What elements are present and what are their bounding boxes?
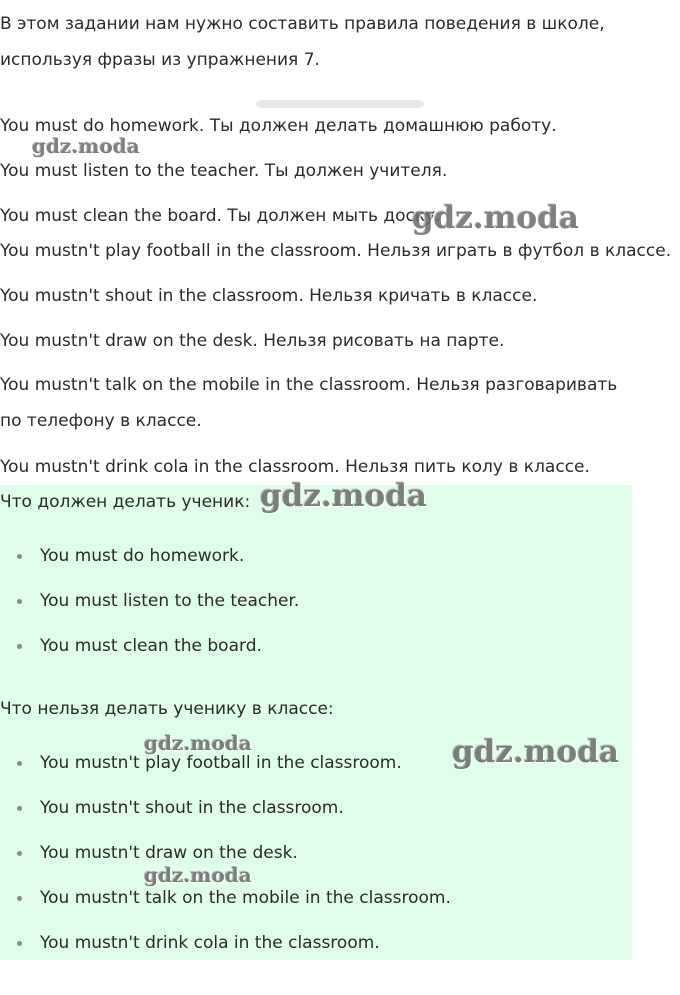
sentence-line: You mustn't talk on the mobile in the classroom. Нельзя разговаривать по телефону в классе. bbox=[0, 375, 618, 431]
list-item-text: You mustn't play football in the classroom. bbox=[40, 753, 402, 773]
list-item-text: You mustn't draw on the desk. bbox=[40, 843, 298, 863]
list-item-text: You mustn't talk on the mobile in the classroom. bbox=[40, 888, 451, 908]
bullet-icon bbox=[17, 599, 22, 604]
intro-text: В этом задании нам нужно составить правила поведения в школе, используя фразы из упражнения 7. bbox=[0, 14, 605, 70]
sentence-line: You mustn't drink cola in the classroom. Нельзя пить колу в классе. bbox=[0, 457, 590, 477]
list-item-text: You mustn't shout in the classroom. bbox=[40, 798, 344, 818]
bullet-icon bbox=[17, 554, 22, 559]
watermark: gdz.moda bbox=[412, 200, 579, 236]
list-item-text: You must clean the board. bbox=[40, 636, 262, 656]
bullet-icon bbox=[17, 851, 22, 856]
sentence-line: You mustn't play football in the classroom. Нельзя играть в футбол в классе. bbox=[0, 241, 672, 261]
bullet-icon bbox=[17, 896, 22, 901]
bullet-icon bbox=[17, 644, 22, 649]
bullet-icon bbox=[17, 941, 22, 946]
must-heading: Что должен делать ученик: bbox=[0, 492, 251, 512]
watermark: gdz.moda bbox=[144, 863, 252, 887]
sentence-line: You mustn't draw on the desk. Нельзя рисовать на парте. bbox=[0, 331, 505, 351]
watermark: gdz.moda bbox=[260, 478, 427, 514]
watermark: gdz.moda bbox=[32, 134, 140, 158]
list-item-text: You must listen to the teacher. bbox=[40, 591, 300, 611]
divider-pill bbox=[256, 100, 424, 108]
list-item-text: You must do homework. bbox=[40, 546, 245, 566]
bullet-icon bbox=[17, 806, 22, 811]
mustnt-heading: Что нельзя делать ученику в классе: bbox=[0, 699, 334, 719]
list-item-text: You mustn't drink cola in the classroom. bbox=[40, 933, 380, 953]
watermark: gdz.moda bbox=[452, 734, 619, 770]
sentence-line: You must listen to the teacher. Ты должен учителя. bbox=[0, 161, 448, 181]
sentence-line: You must do homework. Ты должен делать домашнюю работу. bbox=[0, 116, 557, 136]
watermark: gdz.moda bbox=[144, 731, 252, 755]
sentence-line: You must clean the board. Ты должен мыть доску. bbox=[0, 206, 441, 226]
bullet-icon bbox=[17, 761, 22, 766]
sentence-line: You mustn't shout in the classroom. Нельзя кричать в классе. bbox=[0, 286, 538, 306]
